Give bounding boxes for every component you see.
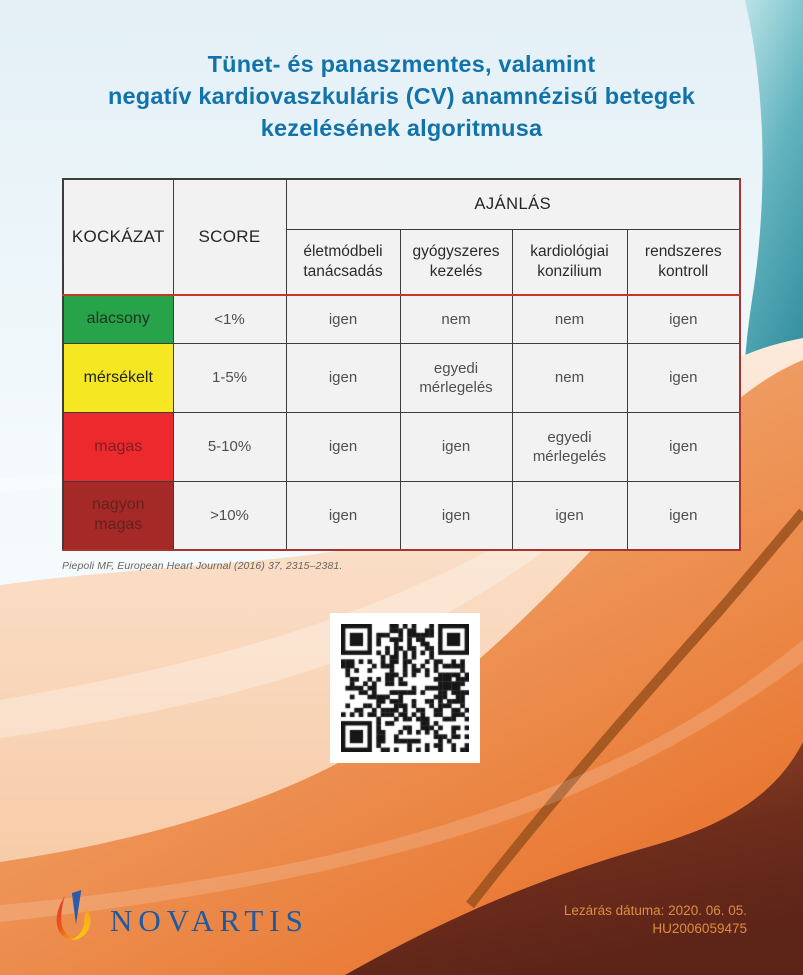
- value-cell: igen: [627, 343, 740, 412]
- header-ajanlas: AJÁNLÁS: [286, 179, 740, 229]
- page-title: [0, 48, 803, 144]
- table-row: [63, 481, 740, 550]
- risk-cell-nagyon-magas: nagyon magas: [63, 481, 173, 550]
- novartis-logo: [52, 890, 309, 944]
- value-cell: nem: [512, 343, 627, 412]
- value-cell: egyedi mérlegelés: [400, 343, 512, 412]
- score-cell: 1-5%: [173, 343, 286, 412]
- subheader-rendszeres: rendszeres kontroll: [627, 229, 740, 295]
- risk-table-wrapper: [62, 178, 741, 551]
- score-cell: <1%: [173, 295, 286, 343]
- value-cell: igen: [627, 295, 740, 343]
- value-cell: nem: [400, 295, 512, 343]
- score-cell: >10%: [173, 481, 286, 550]
- value-cell: egyedi mérlegelés: [512, 412, 627, 481]
- value-cell: igen: [512, 481, 627, 550]
- material-code: HU2006059475: [652, 920, 747, 936]
- value-cell: igen: [400, 481, 512, 550]
- qr-code: [330, 613, 480, 763]
- score-cell: 5-10%: [173, 412, 286, 481]
- subheader-gyogyszeres: gyógyszeres kezelés: [400, 229, 512, 295]
- novartis-wordmark: NOVARTIS: [110, 903, 309, 938]
- footer-meta: [564, 902, 747, 937]
- subheader-eletmodbeli: életmódbeli tanácsadás: [286, 229, 400, 295]
- title-line-3: kezelésének algoritmusa: [260, 115, 543, 141]
- value-cell: igen: [286, 481, 400, 550]
- value-cell: igen: [286, 295, 400, 343]
- table-row: [63, 295, 740, 343]
- table-row: [63, 412, 740, 481]
- risk-cell-alacsony: alacsony: [63, 295, 173, 343]
- citation-text: Piepoli MF, European Heart Journal (2016) 37, 2315–2381.: [62, 560, 343, 572]
- title-line-1: Tünet- és panaszmentes, valamint: [207, 51, 596, 77]
- title-line-2: negatív kardiovaszkuláris (CV) anamnézisű betegek: [107, 83, 696, 109]
- risk-cell-mersekelt: mérsékelt: [63, 343, 173, 412]
- value-cell: igen: [627, 481, 740, 550]
- value-cell: igen: [286, 343, 400, 412]
- subheader-kardiologiai: kardiológiai konzilium: [512, 229, 627, 295]
- risk-table: [62, 178, 741, 551]
- value-cell: igen: [400, 412, 512, 481]
- risk-cell-magas: magas: [63, 412, 173, 481]
- novartis-flame-icon: [52, 890, 98, 944]
- qr-code-pattern: [341, 624, 469, 752]
- value-cell: igen: [286, 412, 400, 481]
- value-cell: nem: [512, 295, 627, 343]
- closing-date: Lezárás dátuma: 2020. 06. 05.: [563, 903, 747, 918]
- header-kockazat: KOCKÁZAT: [63, 179, 173, 295]
- value-cell: igen: [627, 412, 740, 481]
- header-score: SCORE: [173, 179, 286, 295]
- table-row: [63, 343, 740, 412]
